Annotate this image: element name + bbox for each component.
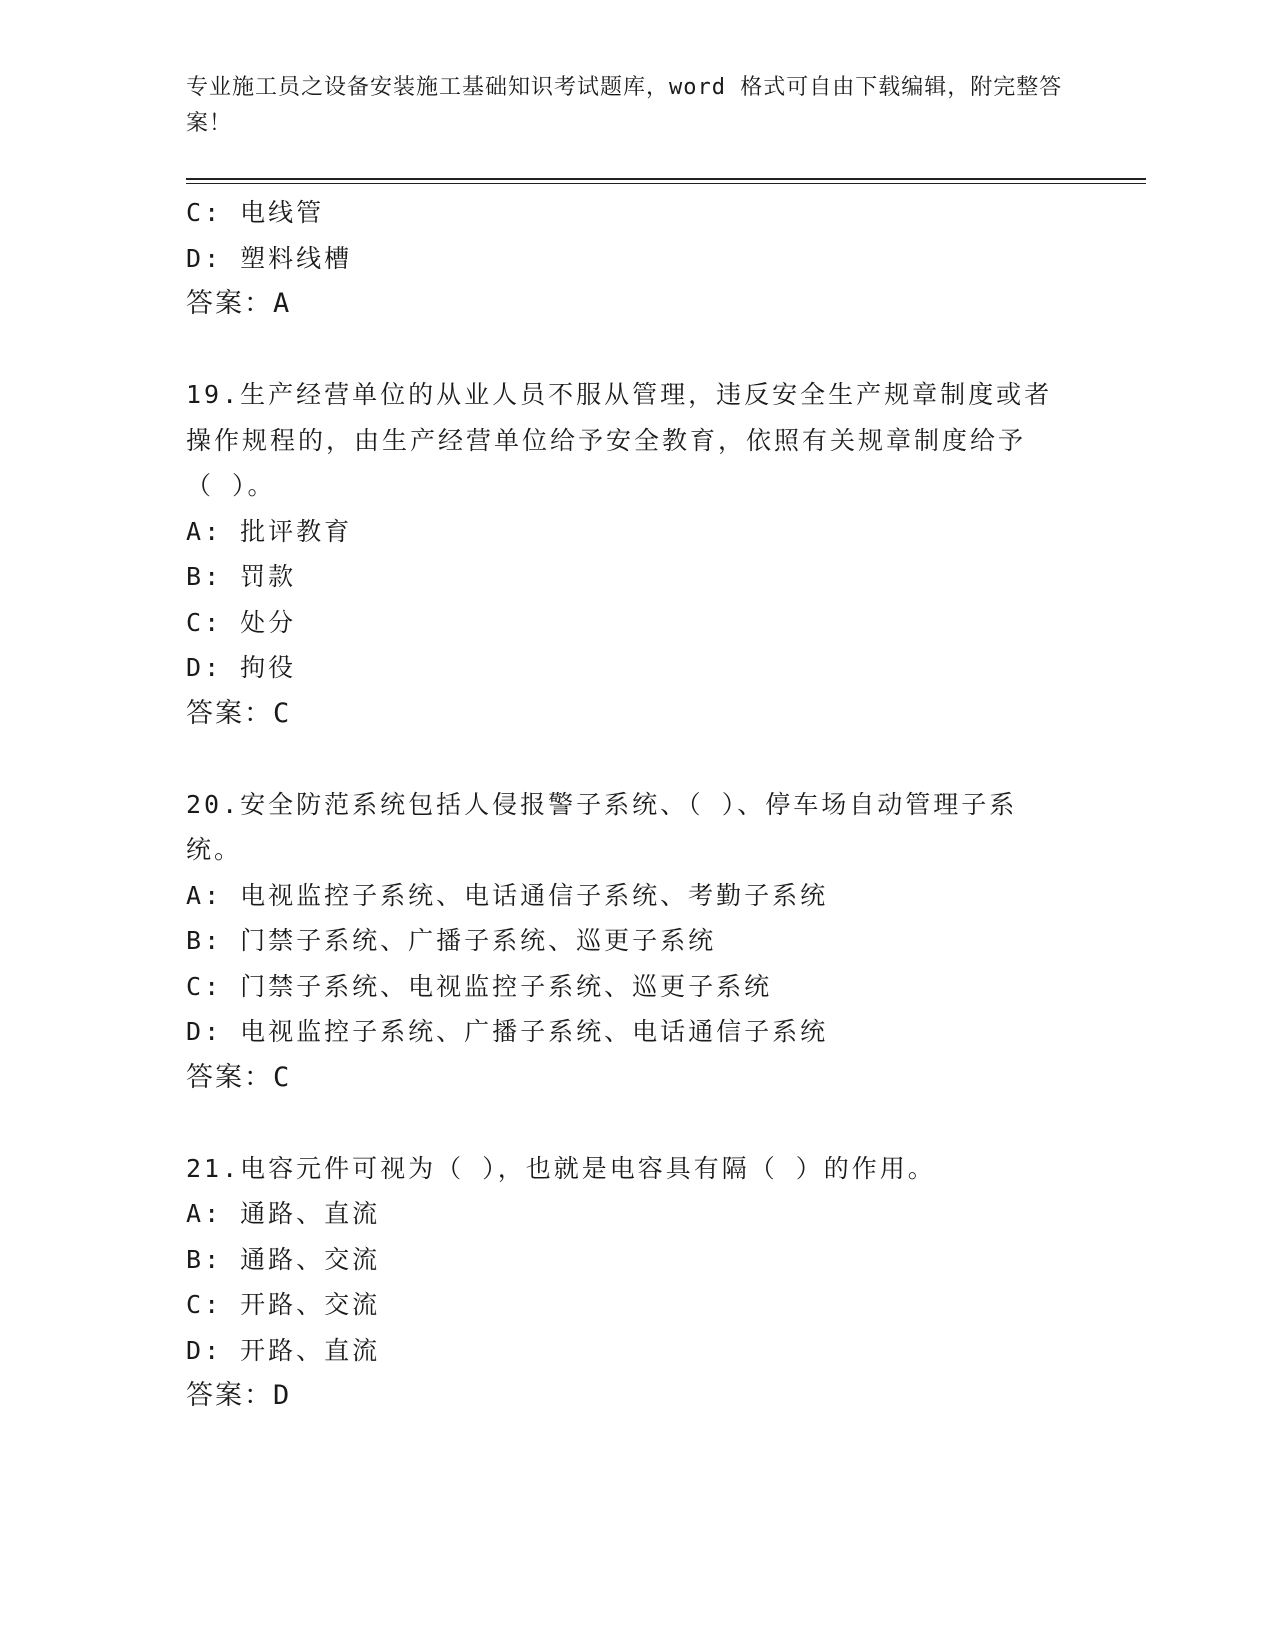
question-stem: 操作规程的，由生产经营单位给予安全教育，依照有关规章制度给予: [186, 425, 1027, 455]
option-d: D: 开路、直流: [186, 1335, 381, 1365]
header-divider: [186, 178, 1146, 180]
option-c: C: 开路、交流: [186, 1290, 381, 1319]
answer-line: 答案：C: [186, 697, 292, 729]
option-c: C: 处分: [186, 607, 297, 637]
option-a: A: 通路、直流: [186, 1199, 381, 1228]
question-stem: （ ）。: [186, 471, 276, 500]
header-divider-thin: [186, 183, 1146, 184]
answer-line: 答案：C: [186, 1061, 292, 1093]
option-b: B: 通路、交流: [186, 1244, 381, 1274]
option-c: C: 门禁子系统、电视监控子系统、巡更子系统: [186, 971, 773, 1001]
question-stem: 20.安全防范系统包括人侵报警子系统、（ ）、停车场自动管理子系: [186, 789, 1018, 819]
option-a: A: 电视监控子系统、电话通信子系统、考勤子系统: [186, 880, 829, 910]
question-stem: 21.电容元件可视为（ ），也就是电容具有隔（ ）的作用。: [186, 1153, 936, 1183]
option-b: B: 门禁子系统、广播子系统、巡更子系统: [186, 926, 717, 955]
answer-line: 答案：D: [186, 1380, 292, 1411]
option-d: D: 电视监控子系统、广播子系统、电话通信子系统: [186, 1017, 829, 1046]
question-19: [186, 372, 1086, 736]
document-header: 专业施工员之设备安装施工基础知识考试题库，word 格式可自由下载编辑，附完整答案！: [186, 75, 1063, 136]
question-list: [186, 190, 1086, 1419]
question-stem: 19.生产经营单位的从业人员不服从管理，违反安全生产规章制度或者: [186, 380, 1053, 409]
option-c: C: 电线管: [186, 198, 325, 227]
answer-line: 答案：A: [186, 288, 292, 319]
option-a: A: 批评教育: [186, 516, 353, 546]
option-d: D: 拘役: [186, 653, 297, 682]
question-21: [186, 1146, 1086, 1419]
option-b: B: 罚款: [186, 562, 297, 591]
option-d: D: 塑料线槽: [186, 243, 353, 273]
question-stem: 统。: [186, 835, 243, 864]
question-20: [186, 782, 1086, 1101]
